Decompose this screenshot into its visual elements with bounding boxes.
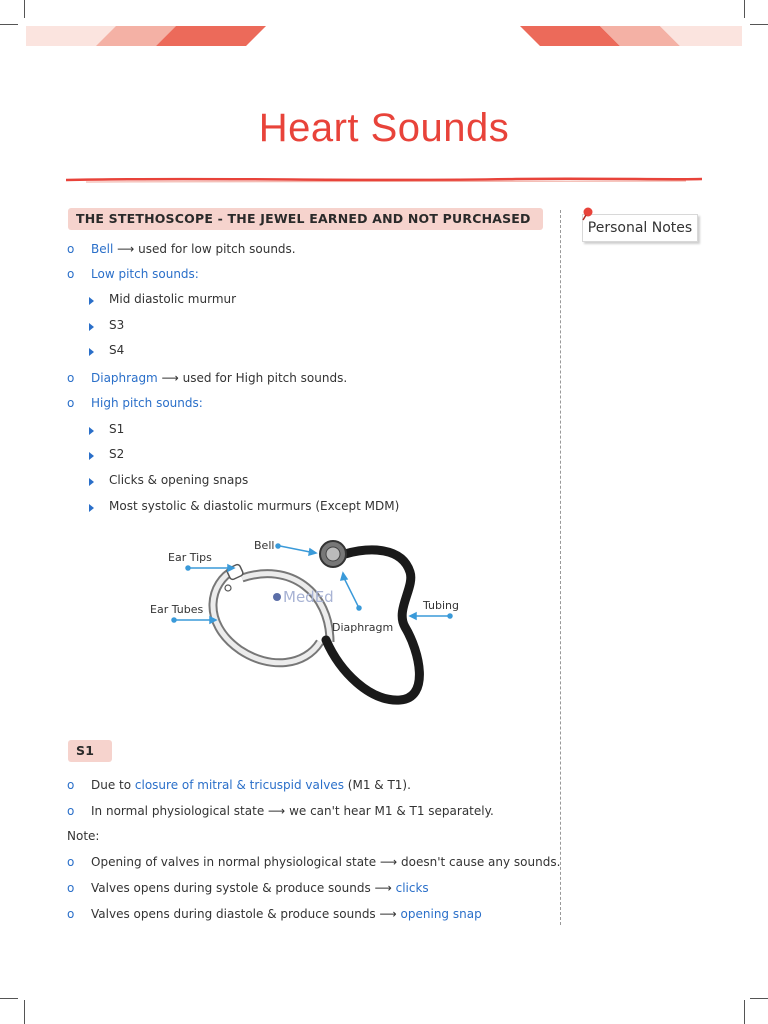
triangle-bullet-icon <box>89 427 94 435</box>
triangle-bullet-icon <box>89 478 94 486</box>
bullet: o <box>67 855 75 869</box>
note-item <box>91 907 482 921</box>
section-heading-s1: S1 <box>68 740 112 762</box>
header-band-left <box>26 26 266 46</box>
list-item-diaphragm <box>91 371 347 385</box>
label-tubing: Tubing <box>423 599 460 612</box>
text-segment: Opening of valves in normal physiological state <box>91 855 377 869</box>
pushpin-icon <box>580 206 596 222</box>
text-segment: (M1 & T1). <box>343 778 411 792</box>
bell-description: used for low pitch sounds. <box>138 242 296 256</box>
ear-tubes-shape <box>213 570 330 663</box>
list-item: S1 <box>109 422 125 436</box>
highlight-text: clicks <box>395 881 429 895</box>
bullet: o <box>67 881 75 895</box>
triangle-bullet-icon <box>89 348 94 356</box>
crop-mark <box>744 1000 745 1024</box>
arrow-icon: ⟶ <box>117 242 135 256</box>
list-item: Clicks & opening snaps <box>109 473 249 487</box>
highlight-text: closure of mitral & tricuspid valves <box>134 778 344 792</box>
text-segment: Valves opens during systole & produce sounds <box>91 881 371 895</box>
bullet: o <box>67 804 75 818</box>
bullet: o <box>67 907 75 921</box>
column-divider <box>560 210 561 925</box>
stethoscope-diagram <box>140 532 480 712</box>
arrow-icon: ⟶ <box>379 855 398 869</box>
term-bell: Bell <box>91 242 114 256</box>
crop-mark <box>0 24 18 25</box>
term-diaphragm: Diaphragm <box>91 371 158 385</box>
list-item-bell <box>91 242 296 256</box>
crop-mark <box>744 0 745 18</box>
text-segment: we can't hear M1 & T1 separately. <box>289 804 494 818</box>
crop-mark <box>24 1000 25 1024</box>
arrow-icon: ⟶ <box>379 907 397 921</box>
triangle-bullet-icon <box>89 504 94 512</box>
note-item <box>91 881 429 895</box>
section-heading-stethoscope: THE STETHOSCOPE - THE JEWEL EARNED AND NOT PURCHASED <box>68 208 543 230</box>
crop-mark <box>750 24 768 25</box>
note-item <box>91 855 560 869</box>
text-segment: Due to <box>91 778 135 792</box>
label-ear-tubes: Ear Tubes <box>150 603 204 616</box>
list-item: Most systolic & diastolic murmurs (Except MDM) <box>109 499 400 513</box>
list-item: S2 <box>109 447 125 461</box>
page-title: Heart Sounds <box>258 106 510 150</box>
text-segment: doesn't cause any sounds. <box>401 855 561 869</box>
diaphragm-description: used for High pitch sounds. <box>182 371 348 385</box>
text-segment: Valves opens during diastole & produce sounds <box>91 907 376 921</box>
arrow-icon: ⟶ <box>161 371 179 385</box>
bullet: o <box>67 242 75 256</box>
note-label: Note: <box>67 829 100 843</box>
personal-notes-label: Personal Notes <box>582 214 698 242</box>
crop-mark <box>0 998 18 999</box>
crop-mark <box>24 0 25 18</box>
high-pitch-label: High pitch sounds: <box>91 396 203 410</box>
label-bell: Bell <box>254 539 275 552</box>
label-diaphragm: Diaphragm <box>332 621 394 634</box>
header-band-right <box>520 26 742 46</box>
bullet: o <box>67 267 75 281</box>
bullet: o <box>67 396 75 410</box>
list-item: S4 <box>109 343 125 357</box>
highlight-text: opening snap <box>400 907 482 921</box>
label-ear-tips: Ear Tips <box>168 551 212 564</box>
triangle-bullet-icon <box>89 452 94 460</box>
arrow-icon: ⟶ <box>268 804 286 818</box>
low-pitch-label: Low pitch sounds: <box>91 267 199 281</box>
s1-line-1 <box>91 778 411 792</box>
title-underline <box>66 176 702 184</box>
triangle-bullet-icon <box>89 297 94 305</box>
s1-line-2 <box>91 804 494 818</box>
triangle-bullet-icon <box>89 323 94 331</box>
arrow-icon: ⟶ <box>374 881 392 895</box>
bullet: o <box>67 371 75 385</box>
text-segment: In normal physiological state <box>91 804 265 818</box>
list-item: Mid diastolic murmur <box>109 292 237 306</box>
crop-mark <box>750 998 768 999</box>
list-item: S3 <box>109 318 125 332</box>
bullet: o <box>67 778 75 792</box>
watermark: MedEd <box>283 588 334 606</box>
